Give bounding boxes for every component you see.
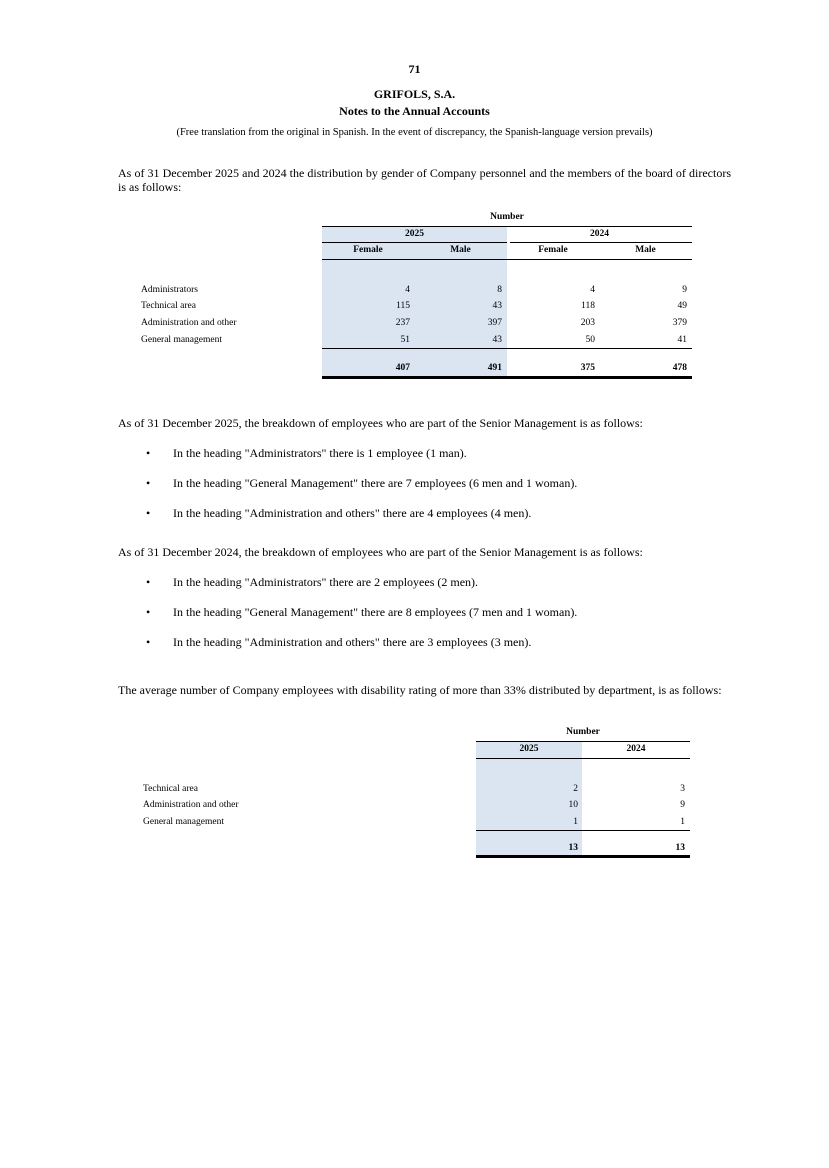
rule	[322, 259, 692, 260]
year-header-2025: 2025	[519, 744, 539, 754]
cell-value: 51	[400, 335, 410, 345]
cell-value: 50	[585, 335, 595, 345]
list-item-text: In the heading "Administrators" there are 2 employees (2 men).	[173, 575, 479, 589]
list-item-text: In the heading "Administrators" there is 1 employee (1 man).	[173, 446, 467, 460]
list-item	[146, 446, 736, 476]
senior-2024-list	[146, 575, 736, 665]
rule	[322, 242, 507, 243]
row-label: Administration and other	[141, 318, 237, 328]
list-item	[146, 575, 736, 605]
cell-value: 43	[492, 335, 502, 345]
double-rule	[322, 376, 692, 379]
rule	[322, 226, 692, 227]
cell-value: 9	[680, 800, 685, 810]
list-item	[146, 476, 736, 506]
bullet-icon: •	[146, 575, 151, 589]
col-header-male-2025: Male	[450, 245, 471, 255]
list-item	[146, 605, 736, 635]
list-item-text: In the heading "General Management" there are 8 employees (7 men and 1 woman).	[173, 605, 578, 619]
year-header-2024: 2024	[590, 229, 609, 239]
year-header-2025: 2025	[405, 229, 424, 239]
total-value: 478	[672, 363, 687, 373]
bullet-icon: •	[146, 446, 151, 460]
senior-2025-list	[146, 446, 736, 536]
disability-intro-paragraph: The average number of Company employees with disability rating of more than 33% distributed by department, is as follows:	[118, 683, 722, 697]
page-number: 71	[408, 62, 421, 76]
translation-disclaimer: (Free translation from the original in Spanish. In the event of discrepancy, the Spanish-language version prevails)	[176, 127, 653, 138]
rule	[510, 242, 692, 243]
company-name: GRIFOLS, S.A.	[373, 87, 456, 101]
year-header-2024: 2024	[626, 744, 646, 754]
senior-2025-intro: As of 31 December 2025, the breakdown of employees who are part of the Senior Management is as follows:	[118, 416, 643, 430]
cell-value: 1	[573, 817, 578, 827]
col-header-female-2025: Female	[353, 245, 383, 255]
disability-table-group-header: Number	[566, 727, 600, 737]
list-item-text: In the heading "Administration and others" there are 3 employees (3 men).	[173, 635, 532, 649]
list-item-text: In the heading "Administration and others" there are 4 employees (4 men).	[173, 506, 532, 520]
gender-intro-paragraph: As of 31 December 2025 and 2024 the distribution by gender of Company personnel and the members of the board of directors is as follows:	[118, 166, 731, 194]
rule	[476, 830, 690, 831]
cell-value: 397	[487, 318, 502, 328]
row-label: Administrators	[141, 285, 198, 295]
cell-value: 3	[680, 784, 685, 794]
col-header-female-2024: Female	[538, 245, 568, 255]
cell-value: 379	[672, 318, 687, 328]
cell-value: 1	[680, 817, 685, 827]
cell-value: 115	[396, 301, 410, 311]
row-label: Technical area	[141, 301, 196, 311]
rule	[476, 758, 690, 759]
cell-value: 203	[580, 318, 595, 328]
cell-value: 41	[677, 335, 687, 345]
cell-value: 49	[677, 301, 687, 311]
total-value: 491	[487, 363, 502, 373]
list-item-text: In the heading "General Management" there are 7 employees (6 men and 1 woman).	[173, 476, 578, 490]
row-label: General management	[141, 335, 222, 345]
bullet-icon: •	[146, 635, 151, 649]
total-value: 407	[395, 363, 410, 373]
row-label: General management	[143, 817, 224, 827]
gender-table-group-header: Number	[490, 212, 524, 222]
cell-value: 9	[682, 285, 687, 295]
document-title: Notes to the Annual Accounts	[339, 104, 490, 118]
senior-2024-intro: As of 31 December 2024, the breakdown of employees who are part of the Senior Management is as follows:	[118, 545, 643, 559]
list-item	[146, 635, 736, 665]
cell-value: 4	[405, 285, 410, 295]
cell-value: 2	[573, 784, 578, 794]
total-value: 13	[568, 843, 578, 853]
total-value: 375	[580, 363, 595, 373]
bullet-icon: •	[146, 476, 151, 490]
list-item	[146, 506, 736, 536]
row-label: Administration and other	[143, 800, 239, 810]
rule	[322, 348, 692, 349]
cell-value: 43	[492, 301, 502, 311]
cell-value: 4	[590, 285, 595, 295]
bullet-icon: •	[146, 605, 151, 619]
cell-value: 8	[497, 285, 502, 295]
rule	[476, 741, 690, 742]
cell-value: 237	[395, 318, 410, 328]
cell-value: 10	[568, 800, 578, 810]
total-value: 13	[675, 843, 685, 853]
row-label: Technical area	[143, 784, 198, 794]
cell-value: 118	[581, 301, 595, 311]
bullet-icon: •	[146, 506, 151, 520]
col-header-male-2024: Male	[635, 245, 656, 255]
double-rule	[476, 855, 690, 858]
